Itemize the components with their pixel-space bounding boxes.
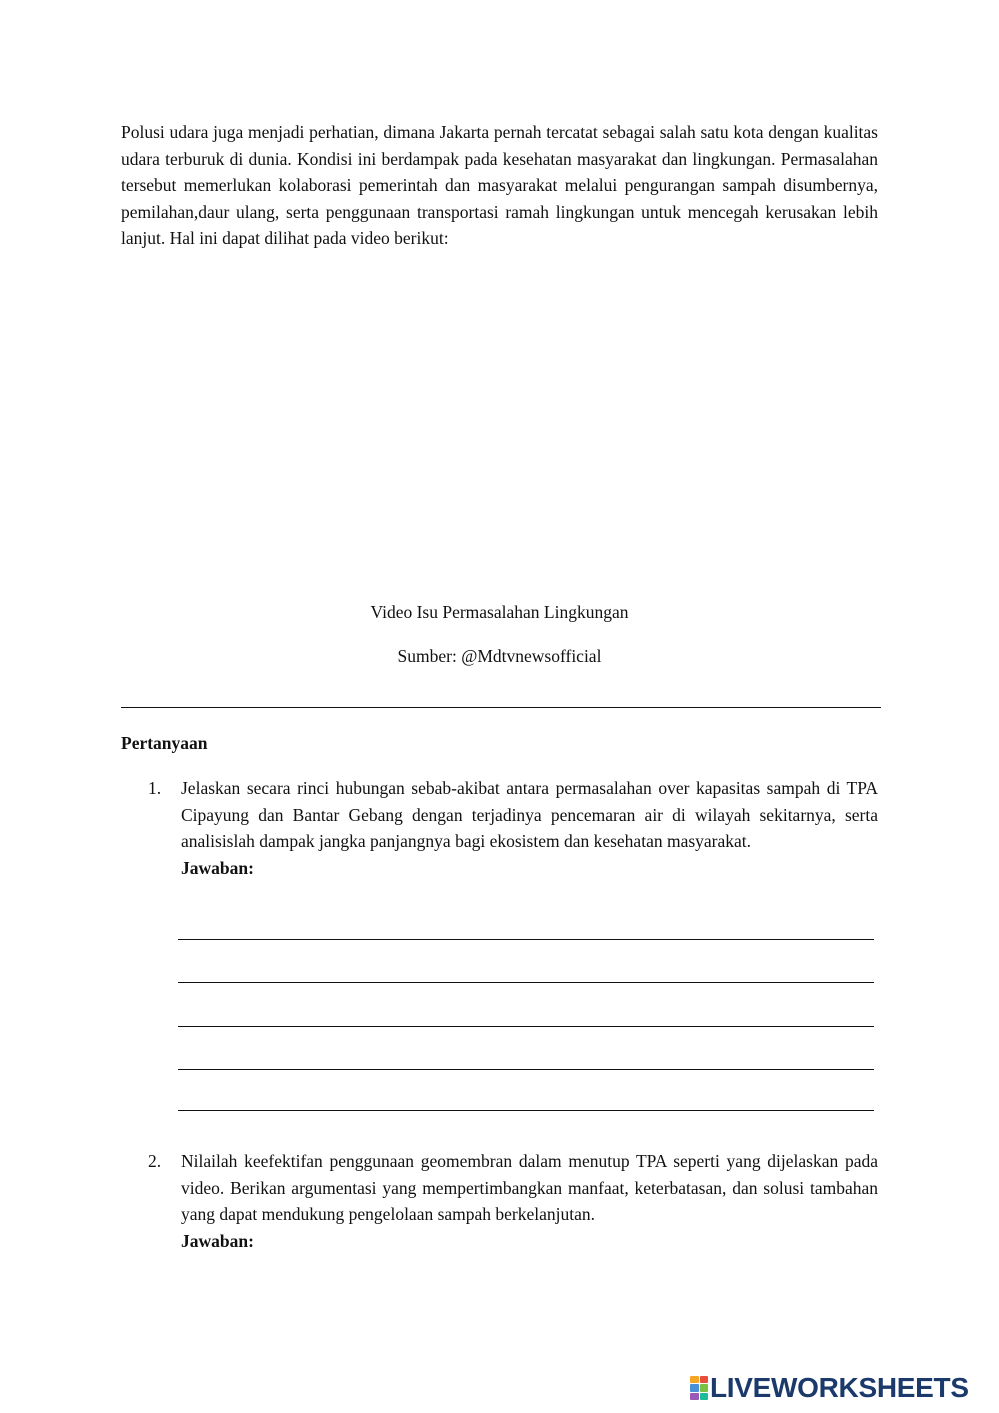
- question-number: 1.: [148, 778, 162, 798]
- questions-heading: Pertanyaan: [121, 733, 208, 753]
- answer-line[interactable]: [178, 1069, 874, 1070]
- liveworksheets-logo-icon: [690, 1376, 708, 1400]
- question-1: [148, 775, 878, 881]
- logo-text: LIVEWORKSHEETS: [710, 1372, 969, 1403]
- video-source: Sumber: @Mdtvnewsofficial: [397, 646, 602, 666]
- question-2: [148, 1148, 878, 1254]
- question-text: Jelaskan secara rinci hubungan sebab-akibat antara permasalahan over kapasitas sampah di TPA Cipayung dan Bantar Gebang dengan terjadinya pencemaran air di wilayah sekitarnya, serta analisislah dampak jangka panjangnya bagi ekosistem dan kesehatan masyarakat.: [181, 778, 878, 852]
- video-caption: Video Isu Permasalahan Lingkungan: [370, 602, 629, 622]
- answer-label: Jawaban:: [181, 1230, 254, 1251]
- answer-line[interactable]: [178, 1110, 874, 1111]
- answer-line[interactable]: [178, 939, 874, 940]
- question-number: 2.: [148, 1151, 162, 1171]
- answer-label: Jawaban:: [181, 857, 254, 878]
- question-text: Nilailah keefektifan penggunaan geomembran dalam menutup TPA seperti yang dijelaskan pada video. Berikan argumentasi yang mempertimbangkan manfaat, keterbatasan, dan solusi tambahan yang dapat mendukung pengelolaan sampah berkelanjutan.: [181, 1151, 878, 1225]
- answer-line[interactable]: [178, 1026, 874, 1027]
- liveworksheets-logo: [690, 1374, 969, 1402]
- intro-paragraph: Polusi udara juga menjadi perhatian, dimana Jakarta pernah tercatat sebagai salah satu kota dengan kualitas udara terburuk di dunia. Kondisi ini berdampak pada kesehatan masyarakat dan lingkungan. Permasalahan tersebut memerlukan kolaborasi pemerintah dan masyarakat melalui pengurangan sampah disumbernya, pemilahan,daur ulang, serta penggunaan transportasi ramah lingkungan untuk mencegah kerusakan lebih lanjut. Hal ini dapat dilihat pada video berikut:: [121, 122, 878, 249]
- answer-line[interactable]: [178, 982, 874, 983]
- section-divider: [121, 707, 881, 708]
